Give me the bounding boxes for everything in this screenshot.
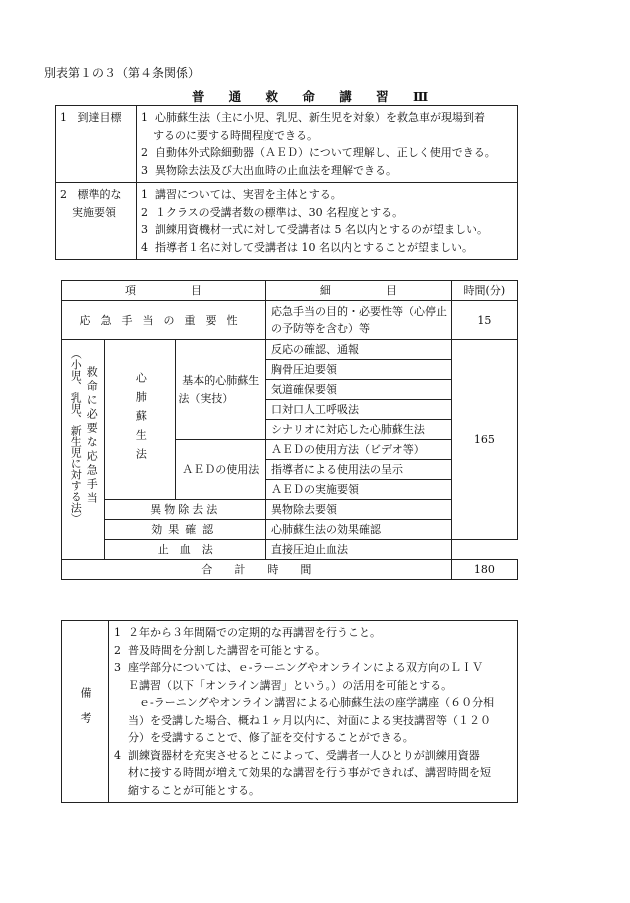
- note-text: 材に接する時間が増えて効果的な講習を行う事ができれば、講習時間を短: [128, 766, 491, 779]
- note-num: 4: [114, 748, 121, 762]
- header-time: 時間(分): [451, 281, 517, 301]
- note-text: 普及時間を分割した講習を可能とする。: [128, 643, 326, 657]
- note-text: Ｅ講習（以下「オンライン講習」という。）の活用を可能とする。: [128, 678, 453, 692]
- note-text: 当）を受講した場合、概ね１ヶ月以内に、対面による実技講習等（１２０: [128, 713, 491, 727]
- item-num: 2: [141, 146, 148, 159]
- importance-detail-line2: の予防等を含む）等: [271, 322, 371, 335]
- item-text-cont: するのに要する時間程度できる。: [153, 128, 318, 142]
- importance-row: [62, 301, 518, 340]
- note-text: ｅ-ラーニングやオンライン講習による心肺蘇生法の座学講座（６０分相: [128, 696, 495, 709]
- basic-cpr-line1: 基本的心肺蘇生: [182, 373, 260, 387]
- item-text: 講習については、実習を主体とする。: [155, 188, 342, 201]
- detail-cell: ＡＥＤの使用方法（ビデオ等）: [266, 440, 452, 460]
- detail-cell: 気道確保要領: [266, 380, 452, 400]
- notes-table: [61, 620, 518, 803]
- cpr-label: [105, 340, 176, 500]
- header-row: [62, 281, 518, 301]
- procedure-label: [56, 183, 137, 260]
- procedure-label-num: 2: [60, 188, 67, 201]
- main-time: 165: [451, 340, 517, 540]
- table-row: [62, 540, 518, 560]
- effect-label: 効果確認: [105, 520, 266, 540]
- total-time: 180: [451, 560, 517, 580]
- item-num: 4: [141, 240, 148, 254]
- item-text: 異物除去法及び大出血時の止血法を理解できる。: [155, 163, 397, 177]
- goals-label-num: 1: [60, 111, 67, 124]
- item-num: 2: [141, 205, 148, 219]
- detail-cell: 異物除去要領: [266, 500, 452, 520]
- side-label-main: 救命に必要な応急手当: [85, 366, 99, 506]
- item-text: 心肺蘇生法（主に小児、乳児、新生児を対象）を救急車が現場到着: [155, 111, 485, 124]
- note-text: 訓練資器材を充実させるとこによって、受講者一人ひとりが訓練用資器: [128, 748, 480, 762]
- importance-time: 15: [451, 301, 517, 340]
- item-num: 3: [141, 163, 148, 177]
- header-item: 項 目: [62, 281, 266, 301]
- notes-label-text: 備考: [79, 686, 92, 737]
- note-text: 縮することが可能とする。: [128, 783, 260, 797]
- notes-content: [109, 621, 518, 803]
- item-num: 1: [141, 111, 148, 124]
- item-num: 3: [141, 223, 148, 236]
- item-text: １クラスの受講者数の標準は、30 名程度とする。: [155, 205, 404, 219]
- curriculum-table: [61, 280, 518, 580]
- note-num: 1: [114, 626, 121, 639]
- importance-item: 応急手当の重要性: [62, 301, 266, 340]
- notes-row: [62, 621, 518, 803]
- detail-cell: 心肺蘇生法の効果確認: [266, 520, 452, 540]
- goals-label-text: 到達目標: [77, 111, 122, 124]
- notes-label: [62, 621, 109, 803]
- detail-cell: 口対口人工呼吸法: [266, 400, 452, 420]
- procedure-content: [137, 183, 518, 260]
- note-text: ２年から３年間隔での定期的な再講習を行うこと。: [128, 626, 381, 639]
- procedure-row: [56, 183, 518, 260]
- importance-detail-line1: 応急手当の目的・必要性等（心停止: [271, 305, 448, 318]
- goals-label: [56, 106, 137, 183]
- table-row: [62, 340, 518, 360]
- detail-cell: 反応の確認、通報: [266, 340, 452, 360]
- appendix-header: 別表第１の３（第４条関係）: [44, 66, 201, 80]
- foreign-label: 異物除去法: [105, 500, 266, 520]
- note-text: 座学部分については、ｅ-ラーニングやオンラインによる双方向のＬＩＶ: [128, 661, 483, 674]
- total-label: 合 計 時 間: [62, 560, 452, 580]
- table-row: [62, 520, 518, 540]
- header-detail: 細 目: [266, 281, 452, 301]
- basic-cpr: [176, 340, 266, 440]
- goals-row: [56, 106, 518, 183]
- note-num: 3: [114, 661, 121, 674]
- detail-cell: 直接圧迫止血法: [266, 540, 452, 560]
- goals-content: [137, 106, 518, 183]
- table-row: [62, 500, 518, 520]
- item-num: 1: [141, 188, 148, 201]
- aed-label: ＡＥＤの使用法: [176, 440, 266, 500]
- basic-cpr-line2: 法（実技）: [178, 391, 234, 405]
- detail-cell: ＡＥＤの実施要領: [266, 480, 452, 500]
- procedure-label-text: 標準的な: [77, 188, 122, 201]
- total-row: [62, 560, 518, 580]
- cpr-label-text: 心肺蘇生法: [134, 372, 148, 467]
- side-label: [62, 340, 105, 560]
- procedure-label-text2: 実施要領: [72, 205, 116, 219]
- detail-cell: 胸骨圧迫要領: [266, 360, 452, 380]
- bleed-label: 止 血 法: [105, 540, 266, 560]
- item-text: 指導者１名に対して受講者は 10 名以内とすることが望ましい。: [155, 240, 473, 254]
- detail-cell: 指導者による使用法の呈示: [266, 460, 452, 480]
- side-label-sub: （小児、乳児、新生児に対する法）: [69, 348, 83, 524]
- document-title: 普 通 救 命 講 習 Ⅲ: [191, 89, 439, 104]
- item-text: 訓練用資機材一式に対して受講者は 5 名以内とするのが望ましい。: [155, 223, 488, 236]
- item-text: 自動体外式除細動器（ＡＥＤ）について理解し、正しく使用できる。: [155, 146, 496, 159]
- note-num: 2: [114, 643, 121, 657]
- importance-detail: [266, 301, 452, 340]
- detail-cell: シナリオに対応した心肺蘇生法: [266, 420, 452, 440]
- note-text: 分）を受講することで、修了証を交付することができる。: [128, 731, 414, 744]
- goals-table: [55, 105, 518, 260]
